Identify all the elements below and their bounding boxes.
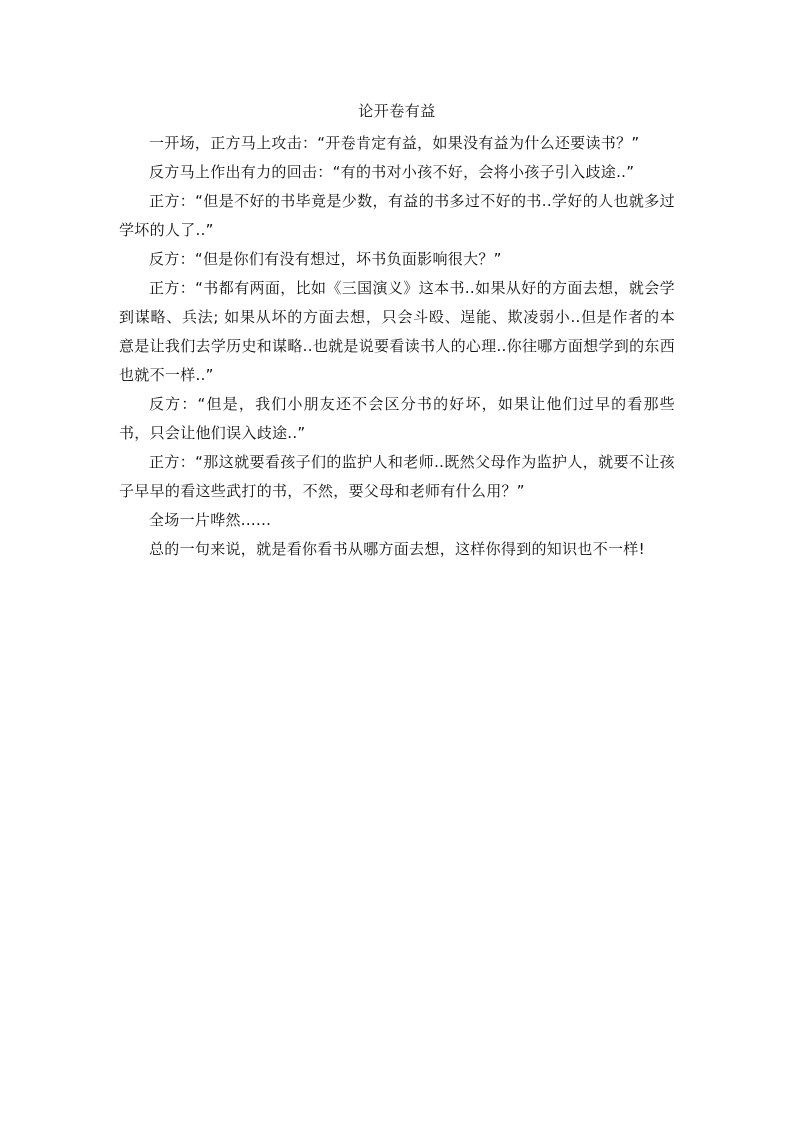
paragraph-affirmative-3: 正方：“书都有两面，比如《三国演义》这本书..如果从好的方面去想，就会学到谋略、兵法; 如果从坏的方面去想，只会斗殴、逞能、欺凌弱小..但是作者的本意是让我们去学历史和谋略..也就是说要看读书人的心理..你往哪方面想学到的东西也就不一样..” (119, 279, 675, 384)
paragraph-opposition-3: 反方：“但是，我们小朋友还不会区分书的好坏，如果让他们过早的看那些书，只会让他们误入歧途..” (119, 395, 675, 442)
paragraph-audience-reaction: 全场一片哗然...... (149, 511, 272, 529)
paragraph-opening-attack: 一开场，正方马上攻击：“开卷肯定有益，如果没有益为什么还要读书？” (149, 134, 640, 152)
paragraph-opposition-2: 反方：“但是你们有没有想过，坏书负面影响很大？” (149, 250, 502, 268)
paragraph-affirmative-2: 正方：“但是不好的书毕竟是少数，有益的书多过不好的书..学好的人也就多过学坏的人了..” (119, 192, 675, 239)
document-body (119, 129, 675, 564)
paragraph-conclusion: 总的一句来说，就是看你看书从哪方面去想，这样你得到的知识也不一样! (149, 540, 645, 558)
paragraph-opposition-reply-1: 反方马上作出有力的回击：“有的书对小孩不好，会将小孩子引入歧途..” (149, 163, 635, 181)
document-title: 论开卷有益 (358, 102, 436, 120)
paragraph-affirmative-4: 正方：“那这就要看孩子们的监护人和老师..既然父母作为监护人，就要不让孩子早早的看这些武打的书，不然，要父母和老师有什么用？” (119, 453, 675, 500)
